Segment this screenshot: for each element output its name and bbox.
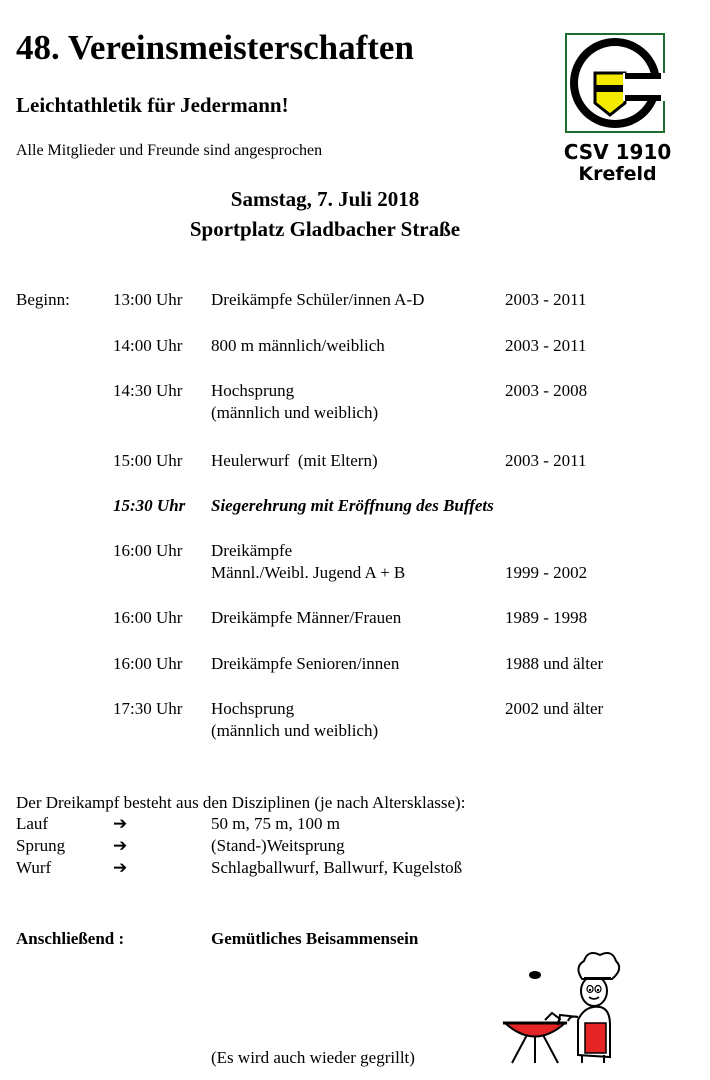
schedule-time: 17:30 Uhr: [113, 699, 183, 718]
discipline-name: Wurf: [16, 858, 52, 877]
schedule-years: 2002 und älter: [505, 699, 604, 718]
schedule-event: Dreikämpfe Senioren/innen: [211, 654, 400, 673]
schedule-time: 13:00 Uhr: [113, 290, 183, 309]
schedule-event-detail: (männlich und weiblich): [211, 721, 379, 740]
schedule-time: 14:30 Uhr: [113, 381, 183, 400]
event-venue: Sportplatz Gladbacher Straße: [189, 217, 461, 241]
schedule-event: Dreikämpfe Männer/Frauen: [211, 608, 402, 627]
schedule-time: 16:00 Uhr: [113, 608, 183, 627]
award-ceremony-event: Siegerehrung mit Eröffnung des Buffets: [211, 496, 494, 515]
schedule-event-detail: (männlich und weiblich): [211, 403, 379, 422]
arrow-icon: ➔: [113, 858, 128, 877]
discipline-value: Schlagballwurf, Ballwurf, Kugelstoß: [211, 858, 463, 877]
page-title: 48. Vereinsmeisterschaften: [16, 28, 414, 67]
grill-note: (Es wird auch wieder gegrillt): [211, 1048, 415, 1067]
subtitle: Leichtathletik für Jedermann!: [16, 93, 289, 117]
arrow-icon: ➔: [113, 836, 128, 855]
club-logo: [565, 33, 665, 133]
schedule-years: 2003 - 2011: [505, 451, 587, 470]
schedule-event: 800 m männlich/weiblich: [211, 336, 385, 355]
schedule-event: Heulerwurf (mit Eltern): [211, 451, 378, 470]
schedule-event-detail: Männl./Weibl. Jugend A + B: [211, 563, 406, 582]
schedule-time: 16:00 Uhr: [113, 654, 183, 673]
schedule-event: Dreikämpfe: [211, 541, 293, 560]
discipline-value: (Stand-)Weitsprung: [211, 836, 345, 855]
afterwards-text: Gemütliches Beisammensein: [211, 929, 419, 948]
logo-text-line2: Krefeld: [578, 163, 657, 185]
schedule-time-highlight: 15:30 Uhr: [113, 496, 186, 515]
schedule-years: 2003 - 2011: [505, 336, 587, 355]
event-date: Samstag, 7. Juli 2018: [230, 187, 420, 211]
schedule-event: Dreikämpfe Schüler/innen A-D: [211, 290, 425, 309]
schedule-label: Beginn:: [16, 290, 70, 309]
afterwards-label: Anschließend :: [16, 929, 125, 948]
schedule-time: 16:00 Uhr: [113, 541, 183, 560]
schedule-event: Hochsprung: [211, 381, 295, 400]
arrow-icon: ➔: [113, 814, 128, 833]
discipline-value: 50 m, 75 m, 100 m: [211, 814, 340, 833]
schedule-years: 2003 - 2011: [505, 290, 587, 309]
schedule-years: 1999 - 2002: [505, 563, 588, 582]
schedule-years: 2003 - 2008: [505, 381, 588, 400]
discipline-name: Lauf: [16, 814, 49, 833]
schedule-years: 1988 und älter: [505, 654, 604, 673]
logo-text-line1: CSV 1910: [563, 140, 672, 164]
intro-text: Alle Mitglieder und Freunde sind angesprochen: [16, 142, 323, 159]
chef-grill-icon: [500, 945, 635, 1065]
schedule-time: 14:00 Uhr: [113, 336, 183, 355]
schedule-event: Hochsprung: [211, 699, 295, 718]
disciplines-intro: Der Dreikampf besteht aus den Disziplinen (je nach Altersklasse):: [16, 793, 466, 812]
schedule-years: 1989 - 1998: [505, 608, 588, 627]
discipline-name: Sprung: [16, 836, 66, 855]
schedule-time: 15:00 Uhr: [113, 451, 183, 470]
